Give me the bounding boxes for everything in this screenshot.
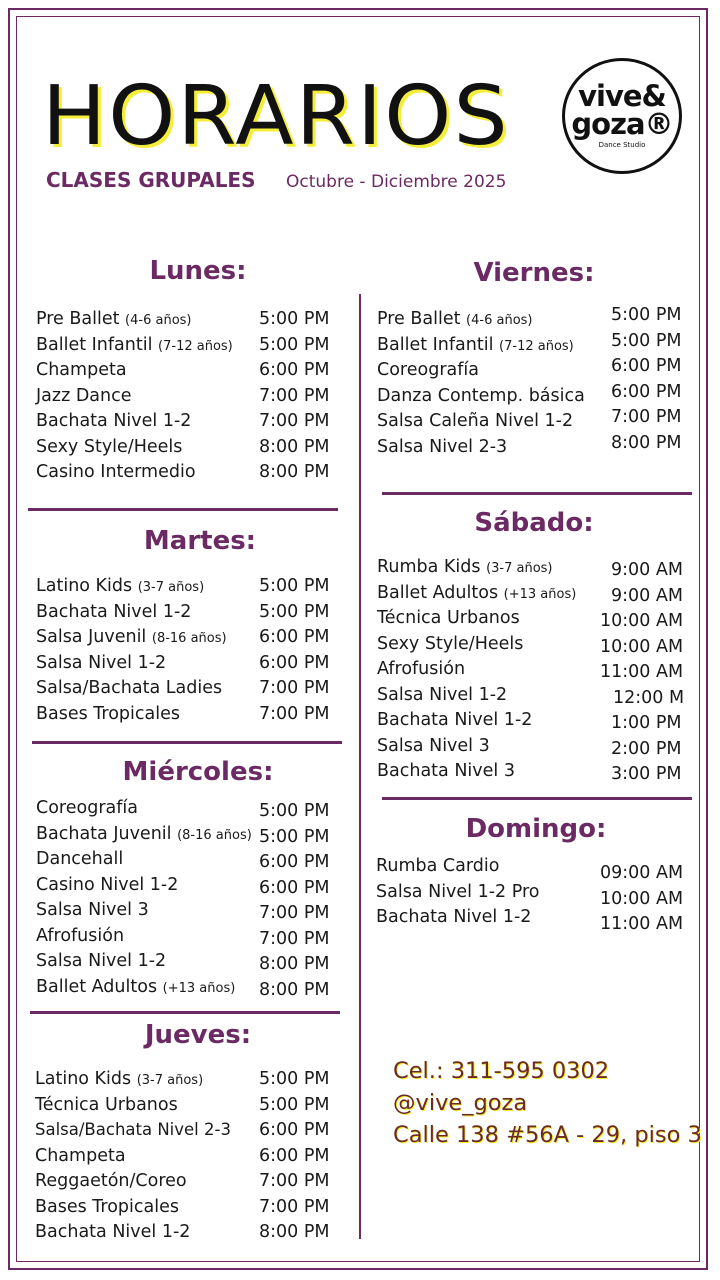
class-name: Coreografía xyxy=(377,360,479,380)
day-heading-jueves: Jueves: xyxy=(144,1020,252,1050)
class-age: (+13 años) xyxy=(162,980,236,996)
class-name: Técnica Urbanos xyxy=(35,1094,178,1115)
class-row xyxy=(36,576,336,602)
class-row xyxy=(377,659,687,685)
class-age: (4-6 años) xyxy=(466,313,533,328)
class-time: 2:00 PM xyxy=(611,738,682,759)
class-age: (8-16 años) xyxy=(177,827,252,843)
column-divider xyxy=(359,294,361,1239)
schedule-period: Octubre - Diciembre 2025 xyxy=(286,172,507,192)
class-row xyxy=(36,386,336,412)
logo-line-2: goza® xyxy=(571,106,673,141)
contact-address: Calle 138 #56A - 29, piso 3 xyxy=(393,1122,702,1148)
class-row xyxy=(376,856,686,882)
class-row xyxy=(377,583,687,609)
class-time: 6:00 PM xyxy=(611,356,682,376)
class-row xyxy=(377,557,687,583)
class-time: 5:00 PM xyxy=(611,330,682,351)
studio-logo xyxy=(562,58,682,174)
class-time: 9:00 AM xyxy=(611,585,683,606)
page-title: HORARIOS xyxy=(42,69,510,164)
class-row xyxy=(36,875,336,901)
class-time: 6:00 PM xyxy=(259,1120,330,1140)
class-time: 8:00 PM xyxy=(259,979,330,1000)
class-name: Ballet Adultos xyxy=(377,582,499,603)
class-time: 12:00 M xyxy=(613,687,685,708)
class-time: 7:00 PM xyxy=(259,1196,330,1217)
class-row xyxy=(36,900,336,926)
class-row xyxy=(377,685,687,711)
class-row xyxy=(35,1095,335,1121)
class-time: 5:00 PM xyxy=(259,1069,330,1089)
day-heading-sabado: Sábado: xyxy=(474,508,594,538)
class-list-viernes xyxy=(377,305,687,462)
class-time: 10:00 AM xyxy=(600,888,684,909)
divider-miercoles-jueves xyxy=(30,1011,340,1014)
class-row xyxy=(376,907,686,933)
contact-info xyxy=(393,1055,702,1151)
class-row xyxy=(377,736,687,762)
class-name: Salsa Nivel 1-2 Pro xyxy=(376,881,540,902)
class-row xyxy=(376,882,686,908)
class-name: Salsa Nivel 1-2 xyxy=(36,652,167,673)
page-subtitle: CLASES GRUPALES xyxy=(46,168,256,192)
class-time: 7:00 PM xyxy=(259,411,330,431)
class-row xyxy=(377,608,687,634)
class-time: 6:00 PM xyxy=(259,852,330,872)
class-row xyxy=(36,977,336,1003)
class-name: Salsa Nivel 3 xyxy=(36,900,149,920)
class-age: (4-6 años) xyxy=(125,313,192,328)
class-name: Casino Intermedio xyxy=(36,462,196,482)
class-time: 7:00 PM xyxy=(611,407,682,427)
class-time: 10:00 AM xyxy=(600,611,684,631)
divider-lunes-martes xyxy=(28,508,338,511)
class-row xyxy=(36,951,336,977)
class-time: 6:00 PM xyxy=(259,627,330,647)
class-time: 9:00 AM xyxy=(611,560,683,580)
class-time: 6:00 PM xyxy=(259,877,330,898)
logo-line-1: vive& xyxy=(578,78,666,113)
class-list-sabado xyxy=(377,557,687,787)
class-name: Coreografía xyxy=(36,798,138,818)
class-list-domingo xyxy=(376,856,686,933)
class-row xyxy=(36,627,336,653)
class-time: 5:00 PM xyxy=(259,801,330,821)
class-name: Dancehall xyxy=(36,849,124,869)
class-age: (8-16 años) xyxy=(151,631,227,646)
class-time: 5:00 PM xyxy=(259,576,330,596)
class-time: 11:00 AM xyxy=(600,914,684,934)
divider-martes-miercoles xyxy=(32,741,342,744)
class-time: 8:00 PM xyxy=(259,462,330,482)
day-heading-lunes: Lunes: xyxy=(149,256,247,286)
class-time: 5:00 PM xyxy=(259,826,330,847)
class-time: 1:00 PM xyxy=(611,713,682,733)
class-name: Ballet Infantil xyxy=(377,334,494,355)
class-list-martes xyxy=(36,576,336,729)
class-row xyxy=(36,926,336,952)
day-heading-miercoles: Miércoles: xyxy=(122,757,274,787)
class-name: Salsa Nivel 2-3 xyxy=(377,436,508,457)
day-heading-viernes: Viernes: xyxy=(473,258,595,288)
class-row xyxy=(35,1171,335,1197)
class-name: Salsa Juvenil xyxy=(36,627,147,647)
class-time: 7:00 PM xyxy=(259,385,330,406)
class-row xyxy=(36,411,336,437)
class-time: 8:00 PM xyxy=(259,1222,330,1242)
class-name: Salsa/Bachata Ladies xyxy=(36,678,223,698)
class-row xyxy=(377,432,687,463)
class-row xyxy=(35,1146,335,1172)
class-name: Bachata Nivel 1-2 xyxy=(35,1222,191,1242)
class-row xyxy=(36,798,336,824)
class-list-miercoles xyxy=(36,798,336,1002)
class-row xyxy=(35,1069,335,1095)
class-time: 5:00 PM xyxy=(259,309,330,329)
class-row xyxy=(36,335,336,361)
class-name: Salsa Caleña Nivel 1-2 xyxy=(377,411,574,431)
class-name: Danza Contemp. básica xyxy=(377,385,585,406)
class-name: Bachata Nivel 1-2 xyxy=(36,411,192,431)
class-name: Latino Kids xyxy=(36,576,133,596)
class-name: Salsa/Bachata Nivel 2-3 xyxy=(35,1120,231,1139)
class-age: (7-12 años) xyxy=(158,338,233,354)
class-time: 5:00 PM xyxy=(259,1094,330,1115)
class-name: Reggaetón/Coreo xyxy=(35,1171,187,1191)
class-name: Bachata Juvenil xyxy=(36,823,172,844)
class-list-jueves xyxy=(35,1069,335,1248)
class-row xyxy=(35,1222,335,1248)
class-time: 6:00 PM xyxy=(259,360,330,380)
class-name: Casino Nivel 1-2 xyxy=(36,874,179,895)
class-name: Salsa Nivel 1-2 xyxy=(377,684,508,705)
class-name: Sexy Style/Heels xyxy=(377,633,524,654)
class-time: 8:00 PM xyxy=(259,954,330,974)
class-time: 5:00 PM xyxy=(259,334,330,355)
class-row xyxy=(377,761,687,787)
class-name: Pre Ballet xyxy=(36,309,120,329)
class-time: 7:00 PM xyxy=(259,903,330,923)
class-name: Champeta xyxy=(36,360,127,380)
class-name: Afrofusión xyxy=(36,925,125,946)
divider-sabado-domingo xyxy=(382,797,692,800)
class-time: 6:00 PM xyxy=(259,652,330,673)
class-age: (+13 años) xyxy=(503,586,577,602)
class-age: (3-7 años) xyxy=(136,1073,204,1088)
class-row xyxy=(36,602,336,628)
class-age: (7-12 años) xyxy=(499,338,574,354)
class-row xyxy=(377,710,687,736)
class-name: Champeta xyxy=(35,1145,126,1166)
class-time: 8:00 PM xyxy=(259,436,330,457)
class-name: Ballet Infantil xyxy=(36,334,153,355)
class-list-lunes xyxy=(36,309,336,488)
class-time: 09:00 AM xyxy=(600,863,684,883)
class-age: (3-7 años) xyxy=(137,580,205,595)
class-row xyxy=(36,437,336,463)
class-name: Rumba Kids xyxy=(377,557,481,577)
class-name: Bases Tropicales xyxy=(36,703,180,724)
class-name: Afrofusión xyxy=(377,659,466,679)
class-time: 8:00 PM xyxy=(611,432,682,453)
contact-phone: Cel.: 311-595 0302 xyxy=(393,1058,610,1084)
divider-viernes-sabado xyxy=(382,492,692,495)
class-row xyxy=(36,360,336,386)
class-time: 5:00 PM xyxy=(259,601,330,622)
class-row xyxy=(36,309,336,335)
class-time: 6:00 PM xyxy=(611,381,682,402)
class-name: Salsa Nivel 1-2 xyxy=(36,951,167,971)
class-row xyxy=(36,678,336,704)
class-name: Bachata Nivel 1-2 xyxy=(376,907,532,927)
class-time: 3:00 PM xyxy=(611,764,682,784)
class-time: 10:00 AM xyxy=(600,636,684,657)
class-age: (3-7 años) xyxy=(486,561,553,576)
class-row xyxy=(36,704,336,730)
class-row xyxy=(36,653,336,679)
class-name: Ballet Adultos xyxy=(36,976,158,997)
class-time: 7:00 PM xyxy=(259,928,330,949)
day-heading-martes: Martes: xyxy=(143,526,257,556)
class-time: 7:00 PM xyxy=(259,703,330,724)
class-time: 6:00 PM xyxy=(259,1145,330,1166)
logo-tagline: Dance Studio xyxy=(598,141,646,150)
class-name: Jazz Dance xyxy=(36,385,132,406)
contact-social: @vive_goza xyxy=(393,1090,528,1116)
class-name: Sexy Style/Heels xyxy=(36,436,183,457)
class-time: 5:00 PM xyxy=(611,305,682,325)
class-name: Latino Kids xyxy=(35,1069,132,1089)
class-row xyxy=(35,1197,335,1223)
class-name: Técnica Urbanos xyxy=(377,608,520,628)
class-time: 11:00 AM xyxy=(600,662,684,682)
day-heading-domingo: Domingo: xyxy=(465,814,607,844)
class-name: Bachata Nivel 1-2 xyxy=(36,601,192,622)
class-row xyxy=(36,849,336,875)
class-name: Rumba Cardio xyxy=(376,856,500,876)
class-row xyxy=(36,462,336,488)
class-row xyxy=(35,1120,335,1146)
class-name: Pre Ballet xyxy=(377,309,461,329)
class-name: Bachata Nivel 3 xyxy=(377,761,515,781)
class-time: 7:00 PM xyxy=(259,1171,330,1191)
class-name: Salsa Nivel 3 xyxy=(377,735,490,756)
class-name: Bases Tropicales xyxy=(35,1196,179,1217)
class-time: 7:00 PM xyxy=(259,678,330,698)
class-row xyxy=(36,824,336,850)
class-name: Bachata Nivel 1-2 xyxy=(377,710,533,730)
class-row xyxy=(377,634,687,660)
